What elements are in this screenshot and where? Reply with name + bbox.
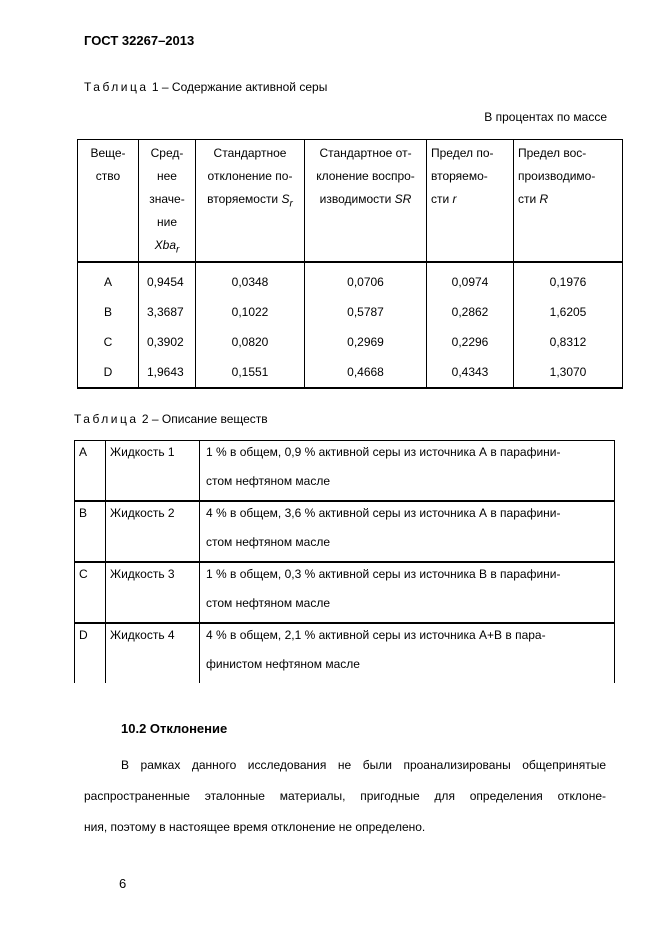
table2-row [75,441,615,502]
table1-cell-r: 0,0974 [427,262,514,297]
table1-cell-mean: 1,9643 [139,357,196,388]
header-line: производимо- [518,169,596,183]
table1-cell-R: 0,8312 [514,327,623,357]
table1-row [78,357,623,388]
table2-row [75,562,615,623]
table2-caption-label: Таблица [74,412,139,426]
desc-line: финистом нефтяном масле [206,657,360,671]
table1-cell-r: 0,4343 [427,357,514,388]
table1-cell-mean: 3,3687 [139,297,196,327]
table1-cell-r: 0,2862 [427,297,514,327]
table2-cell-desc [200,501,615,562]
table2-cell-name: Жидкость 1 [106,441,200,502]
symbol-R: R [539,192,549,206]
table1-header-substance [78,140,139,263]
table1-cell-sr: 0,1551 [196,357,305,388]
table1-cell-sr: 0,0820 [196,327,305,357]
section-title: 10.2 Отклонение [121,721,228,736]
header-line [200,188,300,215]
table1-cell-substance: C [78,327,139,357]
table2-cell-name: Жидкость 2 [106,501,200,562]
table2-caption-text: 2 – Описание веществ [138,412,268,426]
table2-cell-letter: B [75,501,106,562]
table1-caption-text: 1 – Содержание активной серы [148,80,328,94]
table2-cell-desc [200,623,615,683]
table2-caption [74,412,268,426]
table1-cell-r: 0,2296 [427,327,514,357]
table2-cell-name: Жидкость 4 [106,623,200,683]
table1-cell-SR: 0,2969 [305,327,427,357]
table1-cell-mean: 0,9454 [139,262,196,297]
table1-cell-SR: 0,4668 [305,357,427,388]
table1-cell-sr: 0,0348 [196,262,305,297]
header-line: Стандартное от- [319,146,412,160]
page-number: 6 [119,876,127,891]
header-line: вторяемо- [431,169,488,183]
table1-cell-SR: 0,5787 [305,297,427,327]
table1-header-row [78,140,623,263]
header-symbol [143,234,191,261]
paragraph-line: ния, поэтому в настоящее время отклонение не определено. [84,820,426,834]
document-header: ГОСТ 32267–2013 [84,33,195,48]
table1-cell-mean: 0,3902 [139,327,196,357]
header-line: ство [95,169,121,183]
desc-line: стом нефтяном масле [206,596,331,610]
table2-cell-name: Жидкость 3 [106,562,200,623]
desc-line: 1 % в общем, 0,9 % активной серы из источника А в парафини- [206,445,561,459]
table2-cell-desc [200,441,615,502]
table1-units: В процентах по массе [484,110,607,124]
symbol-s: S [281,192,290,206]
table1-caption-label: Таблица [84,80,149,94]
table1-cell-R: 1,6205 [514,297,623,327]
header-line: Сред- [150,146,184,160]
table1-header-mean [139,140,196,263]
header-line: отклонение по- [207,169,293,183]
header-line [431,188,509,211]
header-line: клонение воспро- [316,169,415,183]
symbol-r: r [452,192,457,206]
desc-line: 4 % в общем, 2,1 % активной серы из источника А+В в пара- [206,628,546,642]
table1-cell-substance: A [78,262,139,297]
desc-line: стом нефтяном масле [206,535,331,549]
header-line: Стандартное [213,146,287,160]
table1-caption [84,80,327,94]
table1-row [78,262,623,297]
paragraph-line: В рамках данного исследования не были проанализированы общепринятые [121,758,606,772]
symbol-SR: SR [394,192,412,206]
header-line: ние [156,215,177,229]
header-line [309,188,422,211]
header-text: изводимости [319,192,392,206]
table1-cell-substance: B [78,297,139,327]
paragraph-line: распространенные эталонные материалы, пригодные для определения отклоне- [84,789,606,803]
table1-cell-SR: 0,0706 [305,262,427,297]
table1 [77,139,623,389]
table1-header-sr [196,140,305,263]
desc-line: 4 % в общем, 3,6 % активной серы из источника А в парафини- [206,506,561,520]
table2-cell-letter: D [75,623,106,683]
header-line: нее [157,169,177,183]
table2-cell-letter: C [75,562,106,623]
header-line: Предел по- [431,146,494,160]
table1-header-r [427,140,514,263]
table1-header-SR [305,140,427,263]
table1-cell-sr: 0,1022 [196,297,305,327]
header-line [518,188,618,211]
header-text: вторяемости [207,192,279,206]
header-line: значе- [149,192,185,206]
table1-header-R [514,140,623,263]
symbol-mean: Xba [154,238,176,252]
table1-cell-R: 1,3070 [514,357,623,388]
header-text: сти [518,192,537,206]
desc-line: стом нефтяном масле [206,474,331,488]
desc-line: 1 % в общем, 0,3 % активной серы из источника В в парафини- [206,567,561,581]
table1-row [78,327,623,357]
table2-cell-desc [200,562,615,623]
table2-row [75,501,615,562]
table1-cell-R: 0,1976 [514,262,623,297]
header-text: сти [431,192,450,206]
table2 [74,440,615,683]
table1-row [78,297,623,327]
table1-cell-substance: D [78,357,139,388]
table2-row [75,623,615,683]
header-line: Веще- [90,146,126,160]
table2-cell-letter: A [75,441,106,502]
symbol-mean-sub: r [176,244,180,256]
symbol-s-sub: r [289,198,293,210]
section-paragraph [84,750,606,843]
header-line: Предел вос- [518,146,587,160]
